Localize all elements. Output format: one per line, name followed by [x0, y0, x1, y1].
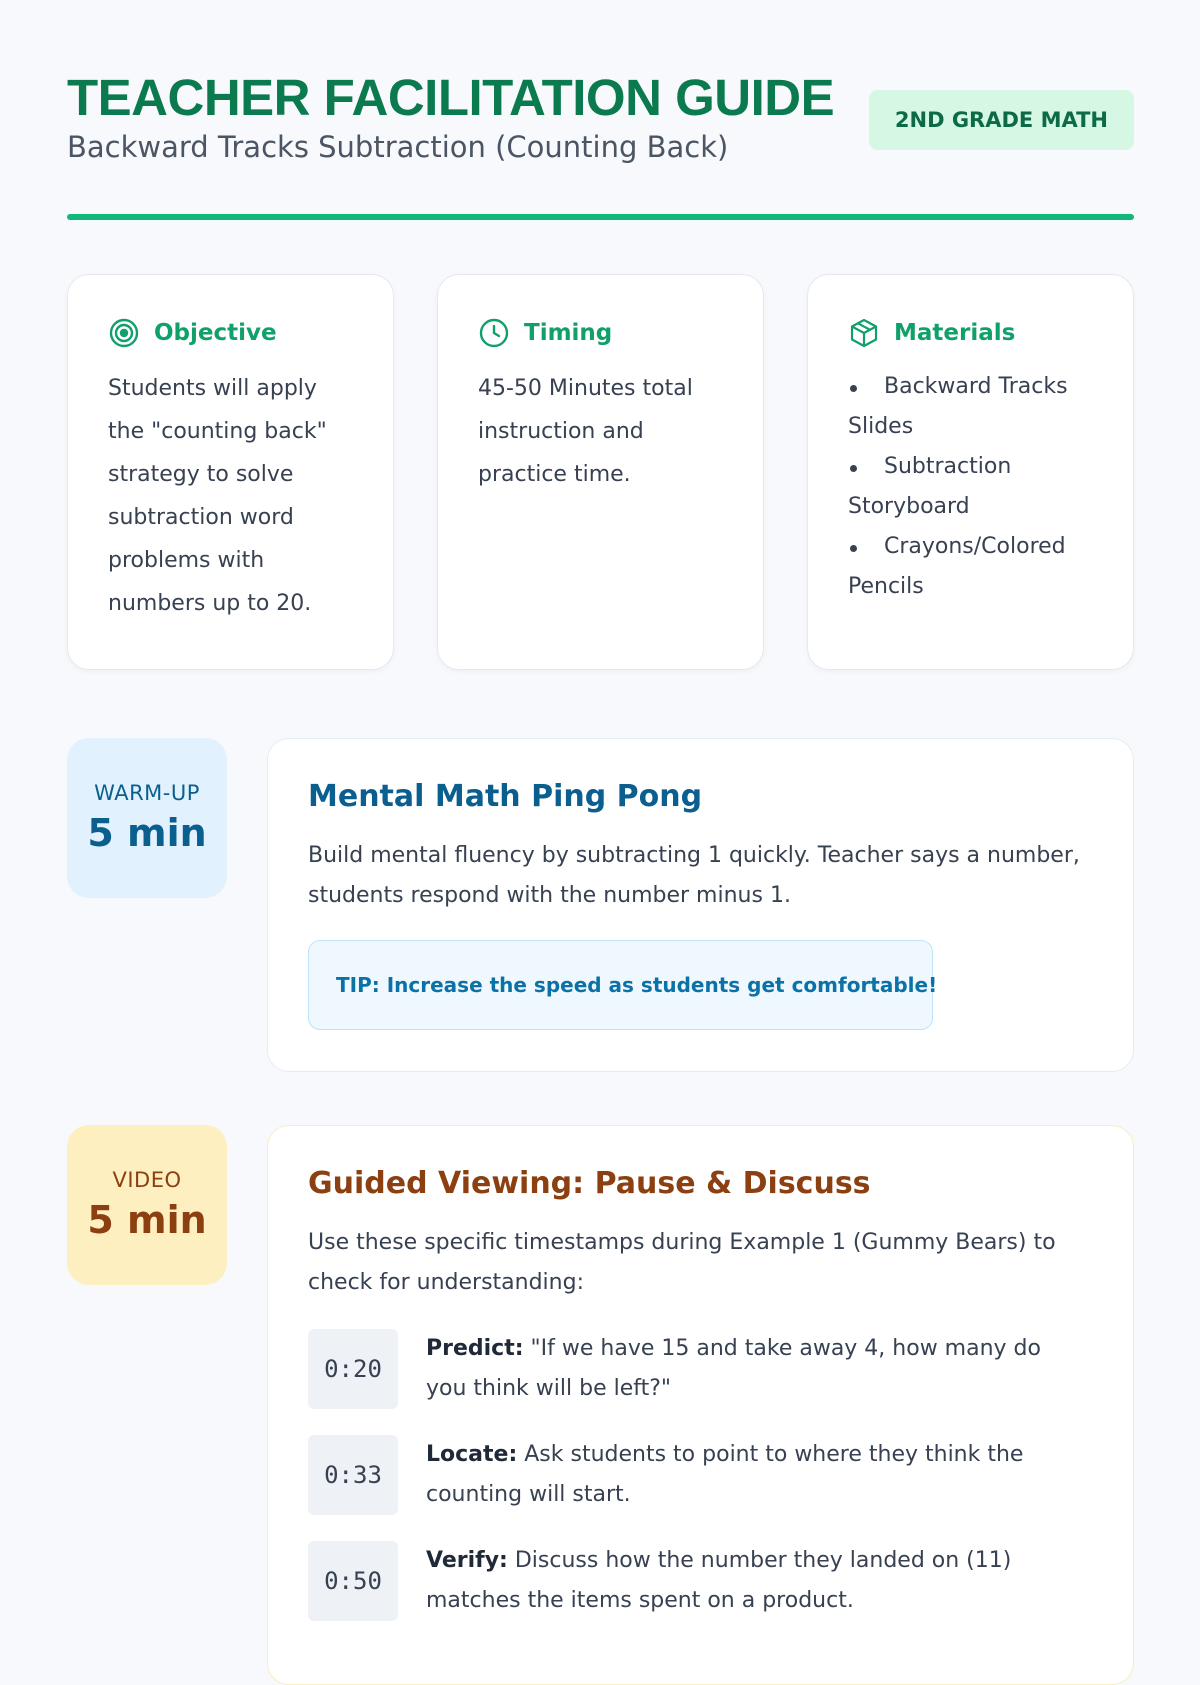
timestamp-text: Ask students to point to where they think the counting will start.	[426, 1442, 1024, 1507]
timestamp-row	[308, 1435, 1093, 1515]
timestamp-code: 0:20	[308, 1329, 398, 1409]
objective-card	[67, 274, 394, 670]
header-divider	[67, 214, 1134, 220]
timestamp-row	[308, 1329, 1093, 1409]
video-duration: 5 min	[87, 1198, 207, 1242]
objective-text: Students will apply the "counting back" strategy to solve subtraction word problems with numbers up to 20.	[108, 376, 327, 616]
warmup-tip: TIP: Increase the speed as students get comfortable!	[308, 940, 933, 1030]
info-cards	[67, 274, 1134, 670]
video-description: Use these specific timestamps during Example 1 (Gummy Bears) to check for understanding:	[308, 1230, 1056, 1295]
target-icon	[108, 317, 140, 349]
materials-title: Materials	[894, 320, 1016, 346]
warmup-phase-label: WARM-UP	[94, 781, 200, 805]
box-icon	[848, 317, 880, 349]
timestamp-label: Locate:	[426, 1442, 518, 1467]
list-item: Crayons/Colored Pencils	[848, 527, 1093, 607]
warmup-duration: 5 min	[87, 811, 207, 855]
timestamp-code: 0:50	[308, 1541, 398, 1621]
warmup-card	[267, 738, 1134, 1072]
page-title: TEACHER FACILITATION GUIDE	[67, 69, 835, 126]
timing-card	[437, 274, 764, 670]
grade-badge: 2ND GRADE MATH	[869, 90, 1134, 150]
timestamp-label: Predict:	[426, 1336, 524, 1361]
warmup-time-badge	[67, 738, 227, 898]
objective-card-header	[108, 313, 353, 353]
page-subtitle: Backward Tracks Subtraction (Counting Back)	[67, 130, 729, 164]
video-title: Guided Viewing: Pause & Discuss	[308, 1166, 871, 1201]
timestamp-text: Discuss how the number they landed on (11) matches the items spent on a product.	[426, 1548, 1012, 1613]
materials-card-header	[848, 313, 1093, 353]
timing-card-header	[478, 313, 723, 353]
facilitation-guide-page	[67, 0, 1134, 1613]
timestamp-label: Verify:	[426, 1548, 508, 1573]
warmup-title: Mental Math Ping Pong	[308, 779, 703, 814]
timestamp-note	[426, 1329, 1086, 1409]
timestamp-row	[308, 1541, 1093, 1621]
list-item: Backward Tracks Slides	[848, 367, 1093, 447]
warmup-description: Build mental fluency by subtracting 1 quickly. Teacher says a number, students respond with the number minus 1.	[308, 843, 1080, 908]
materials-card	[807, 274, 1134, 670]
clock-icon	[478, 317, 510, 349]
timestamp-note	[426, 1541, 1086, 1621]
timing-text: 45-50 Minutes total instruction and practice time.	[478, 376, 693, 487]
video-time-badge	[67, 1125, 227, 1285]
video-card	[267, 1125, 1134, 1685]
timestamp-code: 0:33	[308, 1435, 398, 1515]
timestamp-text: "If we have 15 and take away 4, how many do you think will be left?"	[426, 1336, 1041, 1401]
video-phase-label: VIDEO	[112, 1168, 182, 1192]
objective-title: Objective	[154, 320, 277, 346]
timing-title: Timing	[524, 320, 613, 346]
timestamp-note	[426, 1435, 1086, 1515]
list-item: Subtraction Storyboard	[848, 447, 1093, 527]
materials-list	[848, 367, 1093, 607]
guide-header	[67, 62, 1134, 220]
